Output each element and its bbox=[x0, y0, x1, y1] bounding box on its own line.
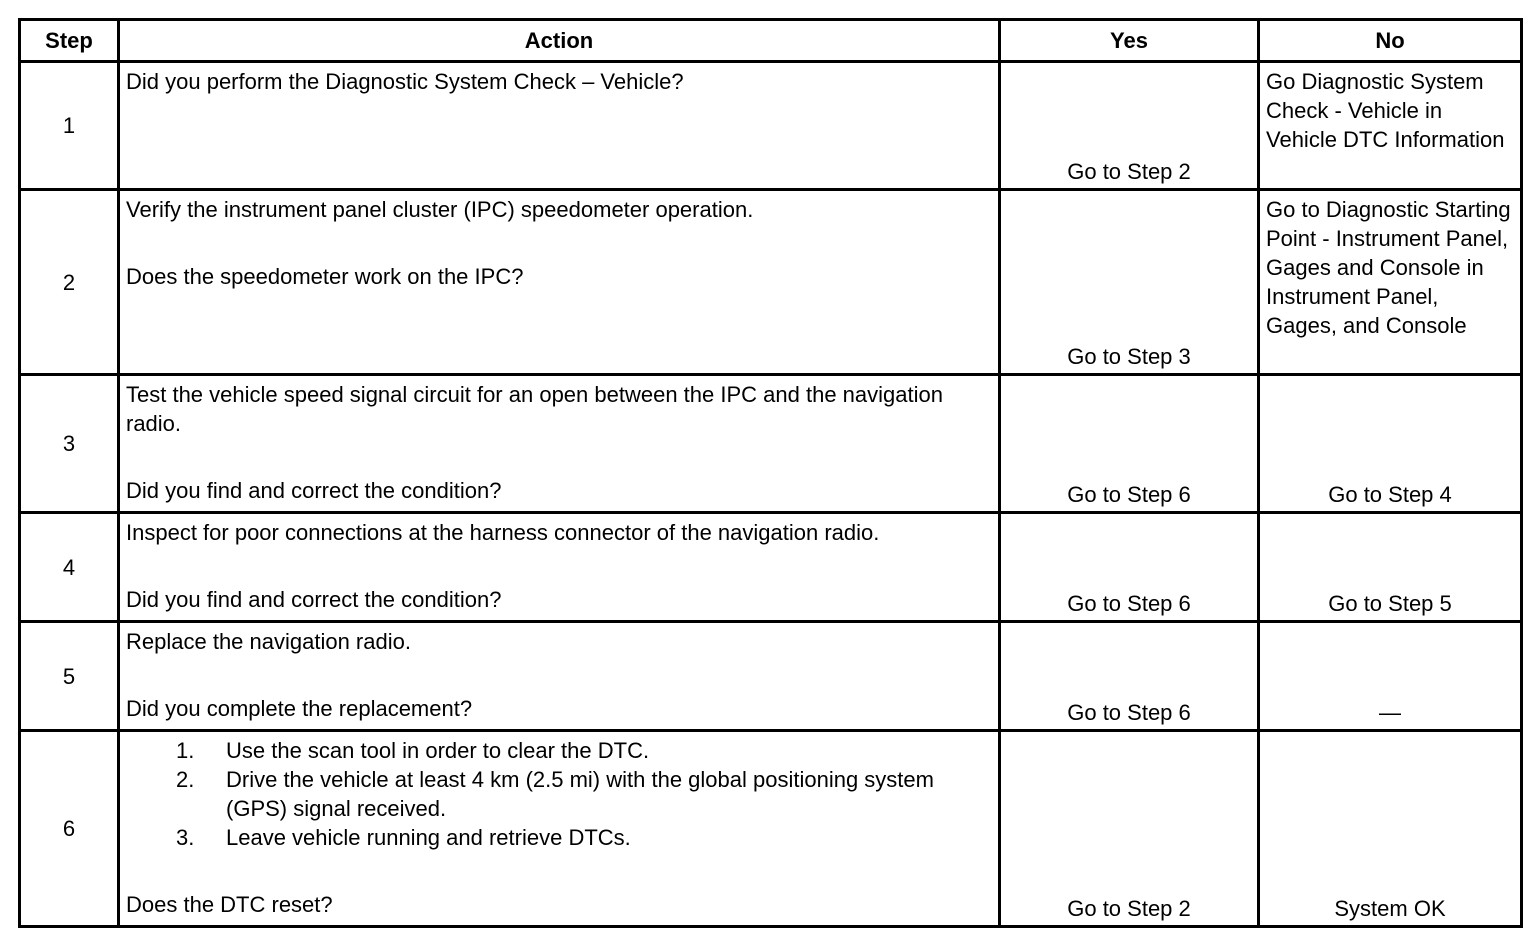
action-text: Replace the navigation radio. bbox=[126, 629, 411, 654]
diagnostic-table bbox=[18, 18, 1523, 928]
action-cell bbox=[119, 622, 1000, 731]
header-yes: Yes bbox=[1000, 20, 1259, 62]
header-row bbox=[20, 20, 1522, 62]
yes-cell: Go to Step 2 bbox=[1000, 62, 1259, 190]
action-question: Did you find and correct the condition? bbox=[126, 478, 502, 503]
step-number: 2 bbox=[20, 190, 119, 375]
list-text: Leave vehicle running and retrieve DTCs. bbox=[226, 825, 631, 850]
table-row bbox=[20, 62, 1522, 190]
action-question: Did you complete the replacement? bbox=[126, 696, 473, 721]
list-text: Drive the vehicle at least 4 km (2.5 mi) with the global positioning system (GPS) signal received. bbox=[226, 767, 934, 821]
action-cell bbox=[119, 375, 1000, 513]
table-row bbox=[20, 731, 1522, 927]
no-cell: Go to Diagnostic Starting Point - Instrument Panel, Gages and Console in Instrument Panel, Gages, and Console bbox=[1259, 190, 1522, 375]
step-number: 1 bbox=[20, 62, 119, 190]
table-row bbox=[20, 190, 1522, 375]
list-text: Use the scan tool in order to clear the DTC. bbox=[226, 738, 650, 763]
yes-cell: Go to Step 6 bbox=[1000, 375, 1259, 513]
action-text: Inspect for poor connections at the harness connector of the navigation radio. bbox=[126, 520, 880, 545]
step-number: 6 bbox=[20, 731, 119, 927]
list-item bbox=[126, 765, 992, 823]
list-number: 3. bbox=[176, 825, 195, 850]
list-number: 1. bbox=[176, 738, 195, 763]
yes-cell: Go to Step 3 bbox=[1000, 190, 1259, 375]
yes-cell: Go to Step 6 bbox=[1000, 622, 1259, 731]
action-text: Did you perform the Diagnostic System Check – Vehicle? bbox=[126, 69, 684, 94]
header-step: Step bbox=[20, 20, 119, 62]
step-number: 3 bbox=[20, 375, 119, 513]
table-row bbox=[20, 622, 1522, 731]
action-steps-list bbox=[126, 736, 992, 852]
no-cell: System OK bbox=[1259, 731, 1522, 927]
list-item bbox=[126, 823, 992, 852]
no-cell: — bbox=[1259, 622, 1522, 731]
table-row bbox=[20, 513, 1522, 622]
action-text: Test the vehicle speed signal circuit for an open between the IPC and the navigation radio. bbox=[126, 382, 943, 436]
no-cell: Go to Step 4 bbox=[1259, 375, 1522, 513]
no-cell: Go to Step 5 bbox=[1259, 513, 1522, 622]
no-cell: Go Diagnostic System Check - Vehicle in Vehicle DTC Information bbox=[1259, 62, 1522, 190]
step-number: 4 bbox=[20, 513, 119, 622]
table-row bbox=[20, 375, 1522, 513]
yes-cell: Go to Step 6 bbox=[1000, 513, 1259, 622]
header-action: Action bbox=[119, 20, 1000, 62]
action-question: Does the DTC reset? bbox=[126, 892, 333, 917]
list-number: 2. bbox=[176, 767, 195, 792]
action-cell bbox=[119, 190, 1000, 375]
yes-cell: Go to Step 2 bbox=[1000, 731, 1259, 927]
action-question: Does the speedometer work on the IPC? bbox=[126, 264, 524, 289]
action-cell bbox=[119, 731, 1000, 927]
step-number: 5 bbox=[20, 622, 119, 731]
action-cell bbox=[119, 62, 1000, 190]
list-item bbox=[126, 736, 992, 765]
action-cell bbox=[119, 513, 1000, 622]
action-question: Did you find and correct the condition? bbox=[126, 587, 502, 612]
header-no: No bbox=[1259, 20, 1522, 62]
action-text: Verify the instrument panel cluster (IPC) speedometer operation. bbox=[126, 197, 754, 222]
